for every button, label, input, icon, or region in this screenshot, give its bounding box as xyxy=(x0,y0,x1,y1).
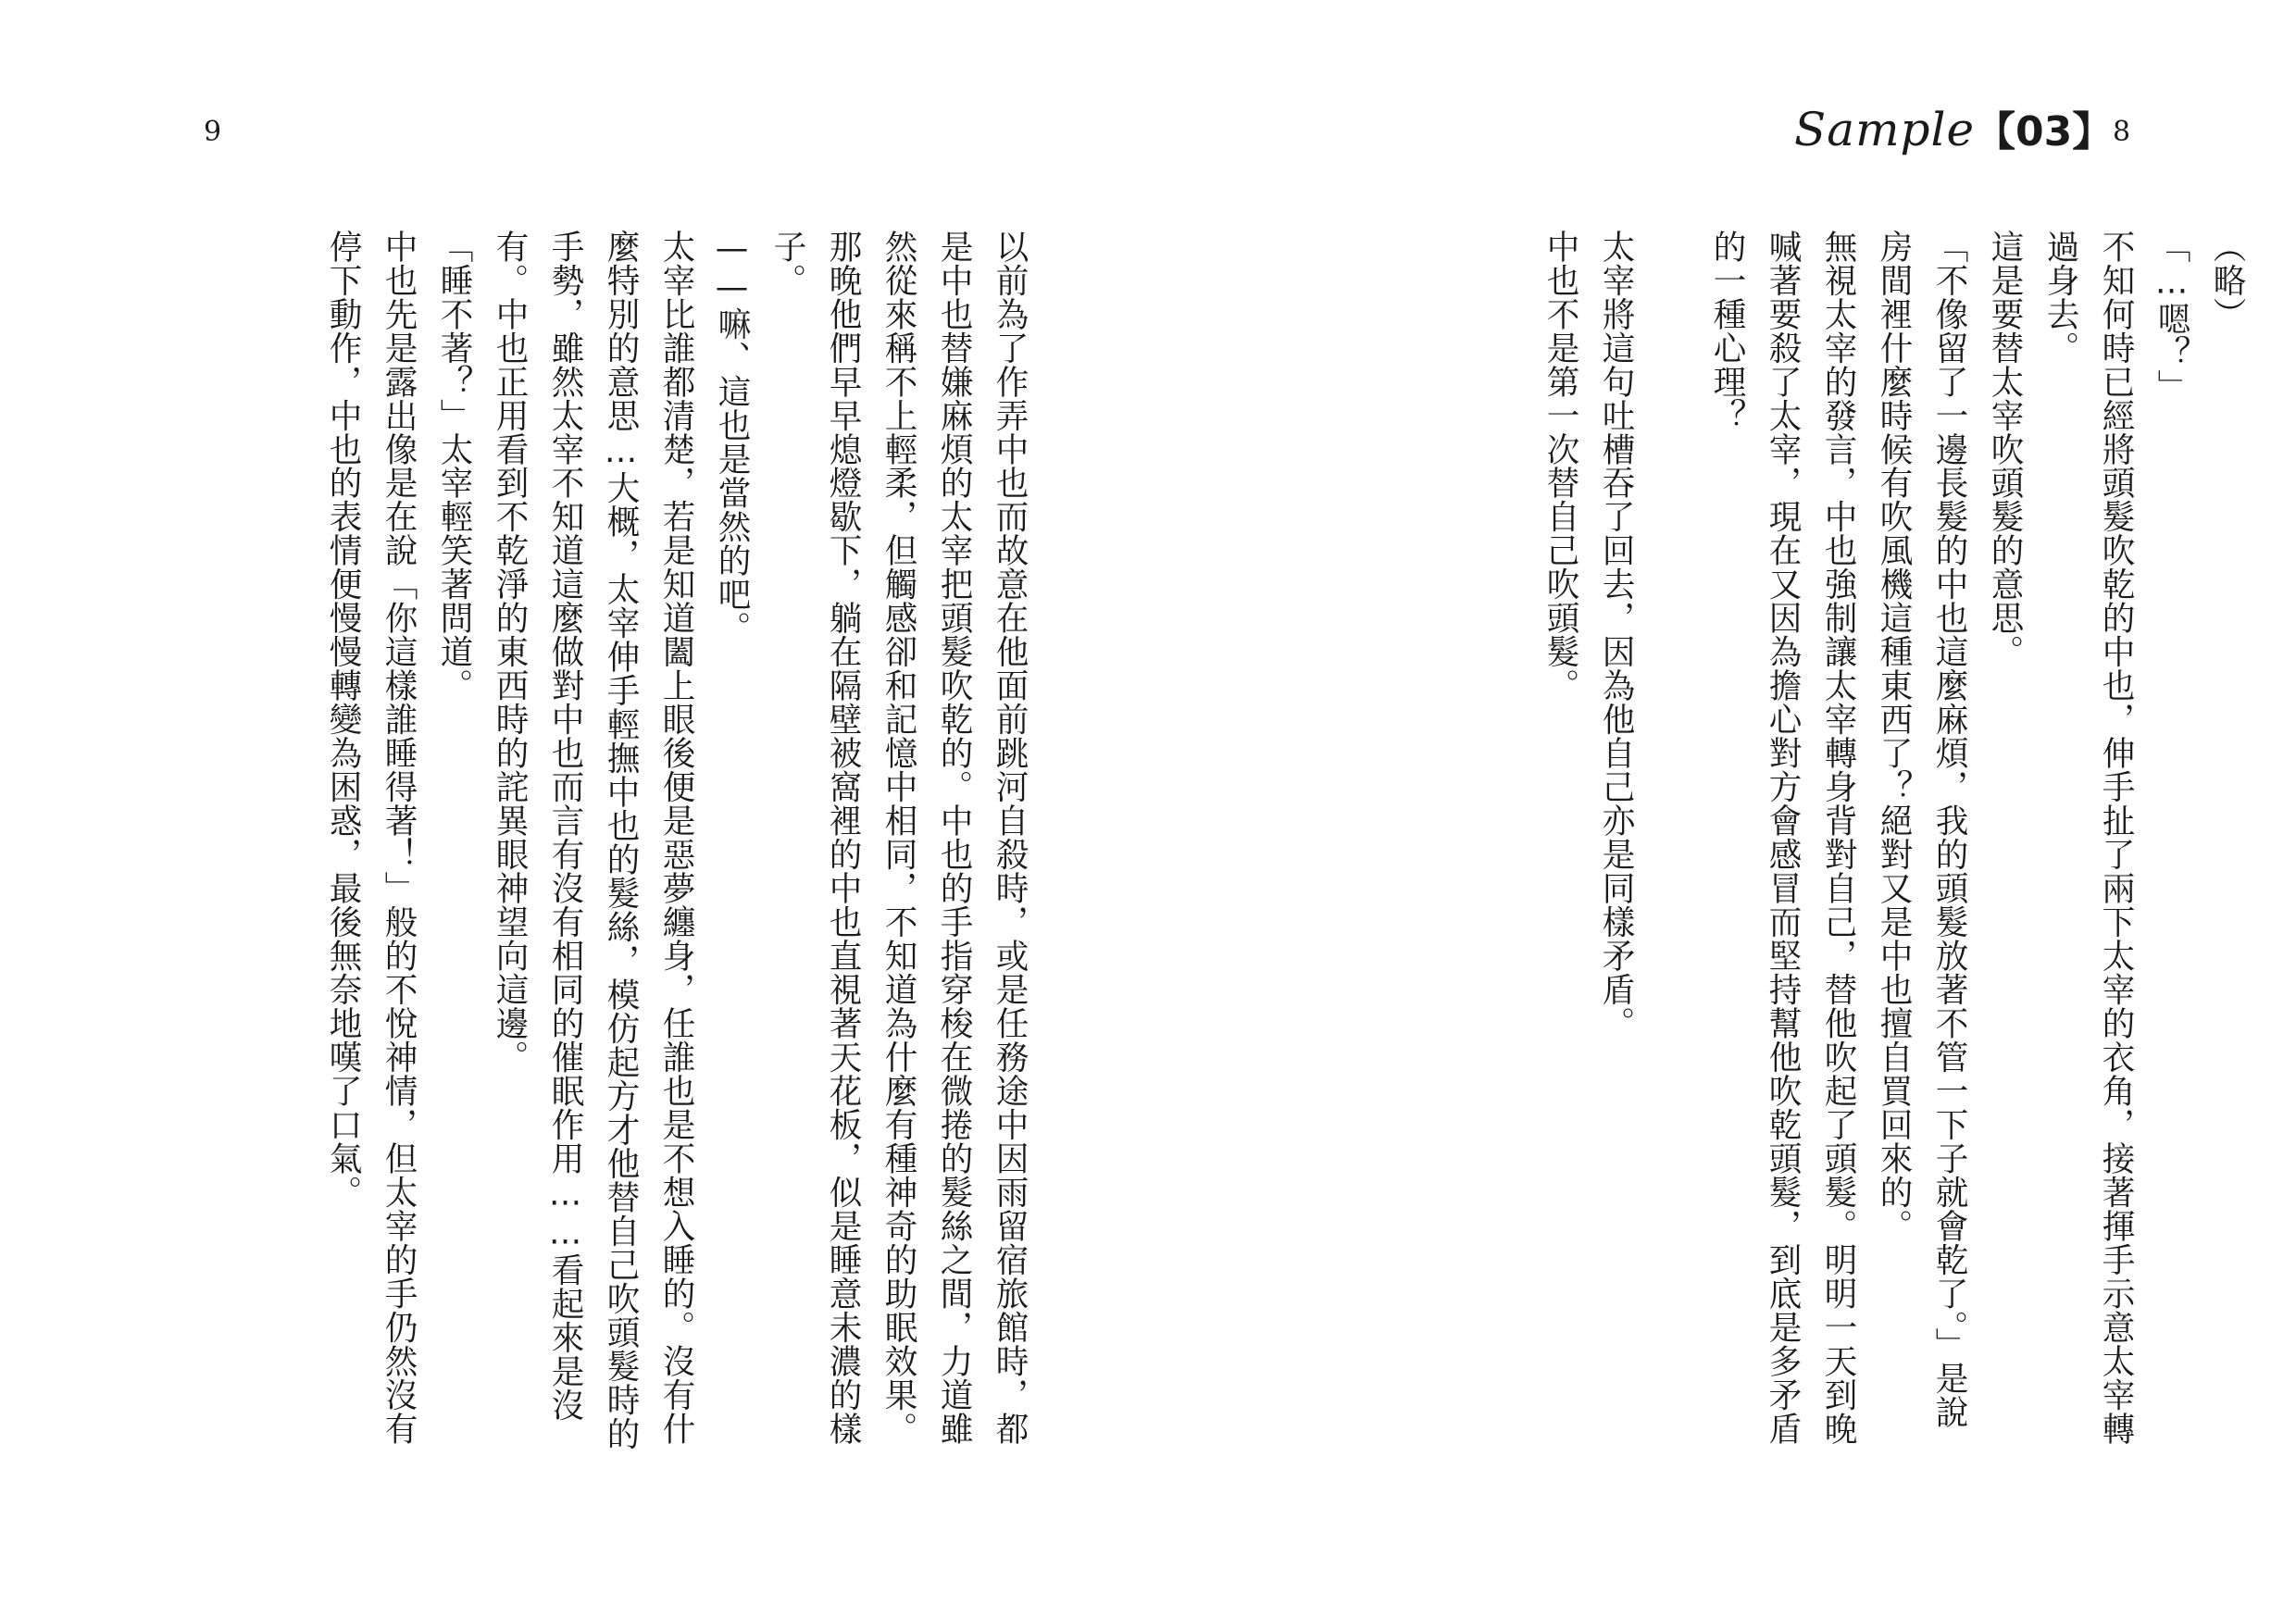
page-number-right: 8 xyxy=(2113,116,2131,148)
left-page-body xyxy=(222,230,1037,1461)
right-page xyxy=(1148,0,2296,1618)
paragraph: 以前為了作弄中也而故意在他面前跳河自殺時，或是任務途中因雨留宿旅館時，都是中也替嫌麻煩的太宰把頭髮吹乾的。中也的手指穿梭在微捲的髮絲之間，力道雖然從來稱不上輕柔，但觸感卻和記憶中相同，不知道為什麼有種神奇的助眠效果。 xyxy=(880,230,1029,1446)
paragraph: 中也不是第一次替自己吹頭髮。 xyxy=(1541,230,1579,703)
paragraph: 「睡不著？」太宰輕笑著問道。 xyxy=(435,230,473,703)
page-number-left: 9 xyxy=(204,116,222,148)
paragraph: 不知何時已經將頭髮吹乾的中也，伸手扯了兩下太宰的衣角，接著揮手示意太宰轉過身去。 xyxy=(2041,230,2135,1446)
paragraph: 太宰將這句吐槽吞了回去，因為他自己亦是同樣矛盾。 xyxy=(1597,230,1635,1040)
paragraph: 那晚他們早早熄燈歇下，躺在隔壁被窩裡的中也直視著天花板，似是睡意未濃的樣子。 xyxy=(768,230,862,1446)
paragraph: 這是要替太宰吹頭髮的意思。 xyxy=(1986,230,2024,669)
running-head-number: 【03】 xyxy=(1975,108,2114,156)
running-head-sample: Sample xyxy=(1794,103,1976,156)
paragraph: 「不像留了一邊長髮的中也這麼麻煩，我的頭髮放著不管一下子就會乾了。」是說房間裡什麼時候有吹風機這種東西了？絕對又是中也擅自買回來的。 xyxy=(1875,230,1968,1429)
running-head xyxy=(1794,100,2114,159)
blank-line xyxy=(1643,230,1699,1461)
paragraph: 太宰比誰都清楚，若是知道闔上眼後便是惡夢纏身，任誰也是不想入睡的。沒有什麼特別的意思…大概，太宰伸手輕撫中也的髮絲，模仿起方才他替自己吹頭髮時的手勢，雖然太宰不知道這麼做對中也而言有沒有相同的催眠作用……看起來是沒有。中也正用看到不乾淨的東西時的詫異眼神望向這邊。 xyxy=(491,230,695,1451)
paragraph: 「…嗯？」 xyxy=(2152,230,2190,404)
paragraph: 無視太宰的發言，中也強制讓太宰轉身背對自己，替他吹起了頭髮。明明一天到晚喊著要殺了太宰，現在又因為擔心對方會感冒而堅持幫他吹乾頭髮，到底是多矛盾的一種心理？ xyxy=(1708,230,1857,1446)
paragraph: ——嘛、這也是當然的吧。 xyxy=(713,230,751,645)
right-page-body xyxy=(1329,230,2254,1461)
paragraph: （略） xyxy=(2208,230,2246,331)
paragraph: 中也先是露出像是在說「你這樣誰睡得著！」般的不悅神情，但太宰的手仍然沒有停下動作，中也的表情便慢慢轉變為困惑，最後無奈地嘆了口氣。 xyxy=(324,230,418,1446)
